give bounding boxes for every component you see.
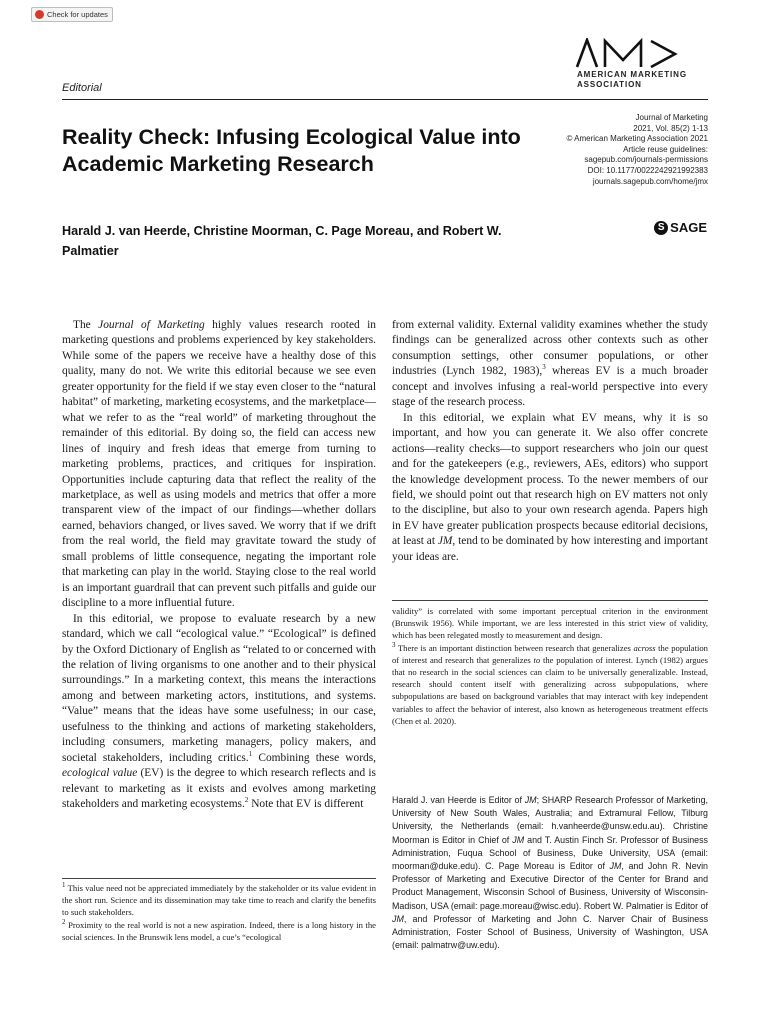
author-list: Harald J. van Heerde, Christine Moorman, C. Page Moreau, and Robert W. Palmatier (62, 224, 502, 258)
author-bios: Harald J. van Heerde is Editor of JM; SHARP Research Professor of Marketing, University of New South Wales, Australia; and Extramural Fellow, Tilburg University, the Netherlands (email: h.vanheerde@unsw.edu.au). Christine Moorman is Editor in Chief of JM and T. Austin Finch Sr. Professor of Business Administration, Fuqua School of Business, Duke University, USA (email: moorman@duke.edu). C. Page Moreau is Editor of JM, and John R. Nevin Professor of Marketing and Executive Director of the Center for Brand and Product Management, Wisconsin School of Business, University of Wisconsin-Madison, USA (email: page.moreau@wisc.edu). Robert W. Palmatier is Editor of JM, and Professor of Marketing and John C. Narver Chair of Business Administration, Foster School of Business, University of Washington, USA (email: palmatrw@uw.edu). (392, 795, 708, 951)
paragraph: from external validity. External validity examines whether the study findings can be generalized across other contexts such as other consumption settings, other consumer populations, or other industries (Lynch 1982, 1983),$^3$ whereas EV is a much broader concept and involves infusing a real-world perspective into every stage of the research process. (392, 319, 709, 409)
ama-logo-text (577, 70, 707, 90)
journal-info (566, 113, 708, 187)
footnote-ref[interactable]: 3 (542, 363, 546, 372)
footnote: $^2$ Proximity to the real world is not a new aspiration. Indeed, there is a long history in the social sciences. In the Brunswik lens model, a cue’s “ecological (62, 917, 376, 942)
jm-italic: JM (437, 535, 453, 548)
permissions-link[interactable]: sagepub.com/journals-permissions (584, 155, 708, 165)
article-title: Reality Check: Infusing Ecological Value into Academic Marketing Research (62, 125, 521, 176)
reuse-label: Article reuse guidelines: (623, 144, 708, 154)
journal-volume: 2021, Vol. 85(2) 1-13 (633, 123, 708, 133)
logo-line1: AMERICAN MARKETING (577, 70, 687, 79)
footnote: $^3$ There is an important distinction between research that generalizes across the population of interest and research that generalizes to the population of interest. Lynch (1982) argues that no research in the social sciences can claim to be universally generalizable. Instead, research should content itself with generalizing across subpopulations, where subpopulations are based on background variables that may interact with key independent variables to affect the behavior of interest, also known as heterogeneous treatment effects (Chen et al. 2020). (392, 640, 708, 726)
sage-label: SAGE (670, 220, 707, 235)
footnotes-right (392, 605, 708, 727)
journal-name: Journal of Marketing (635, 113, 708, 122)
body-column-right (392, 318, 708, 565)
footnote-ref[interactable]: 2 (244, 796, 249, 805)
header-divider (62, 99, 708, 100)
update-icon (35, 10, 44, 19)
paragraph: In this editorial, we explain what EV means, why it is so important, and how you can generate it. We also offer concrete actions—reality checks—to support researchers who join our quest and for the gatekeepers (e.g., reviewers, AEs, editors) who support the knowledge development process. To the newer members of our field, we should point out that research high on EV matters not only to the discipline, but also to your own research agenda. Papers high in EV have greater publication prospects because editorial decisions, at least at JM, tend to be dominated by how interesting and important your ideas are. (392, 411, 709, 563)
paragraph: The Journal of Marketing highly values research rooted in marketing questions and problems experienced by key stakeholders. While some of the papers we receive have a healthy dose of this quality, many do not. We write this editorial because we see even greater opportunity for the field if we stay even closer to the “natural habitat” of marketing, marketing ecosystems, and the marketplace—what we refer to as the “real world” of marketing throughout the remainder of this editorial. By doing so, the field can access new lines of inquiry and fresh ideas that emerge from turning to marketing problems, practices, and critiques for inspiration. Opportunities include capturing data that reflect the reality of the marketplace, as well as using models and metrics that offer a more transparent view of the impact of our findings—whether dollars earned, behaviors changed, or lives saved. We worry that if we drift from the real world, the field may gravitate toward the study of small problems of little consequence, negating the important role that marketing can play in the world. Staying close to the real world is an important guardrail that can prevent such pitfalls and guide our discipline to a more influential future. (62, 319, 376, 610)
footnote: $^1$ This value need not be appreciated immediately by the stakeholder or its value evident in the short run. Science and its dissemination may take time to reach and clarify the benefits to such stakeholders. (62, 881, 376, 918)
footnotes-left (62, 882, 376, 943)
section-label: Editorial (62, 82, 102, 94)
journal-name-italic: Journal of Marketing (98, 319, 205, 331)
paragraph: In this editorial, we propose to evaluate research by a new standard, which we call “ecological value.” “Ecological” is defined by the Oxford Dictionary of English as “related to or concerned with the relation of living organisms to one another and to their physical surroundings.” In a marketing context, this means the interactions among and between marketing actors, institutions, and systems. “Value” means that the ideas have some usefulness; in our case, usefulness to the thinking and actions of marketing stakeholders, including consumers, marketing managers, policy makers, and societal stakeholders, including critics.$^1$ Combining these words, ecological value (EV) is the degree to which research reflects and is relevant to marketing as it exists and evolves among marketing stakeholders and marketing ecosystems.$^2$ Note that EV is different (62, 612, 377, 811)
ama-logo-icon (575, 38, 705, 68)
footnote-ref[interactable]: 1 (248, 749, 253, 758)
check-for-updates-button[interactable] (31, 7, 113, 22)
doi[interactable]: DOI: 10.1177/0022242921992383 (587, 165, 708, 175)
logo-line2: ASSOCIATION (577, 80, 642, 89)
body-column-left (62, 318, 376, 813)
sage-logo (654, 220, 707, 235)
footnote-divider (392, 600, 708, 601)
copyright: © American Marketing Association 2021 (566, 134, 708, 144)
footnote-divider (62, 878, 376, 879)
journal-home-link[interactable]: journals.sagepub.com/home/jmx (592, 176, 708, 186)
sage-icon: S (654, 221, 668, 235)
check-for-updates-label: Check for updates (47, 10, 108, 19)
term-italic: ecological value (62, 767, 138, 780)
footnote-continued: validity” is correlated with some important perceptual criterion in the environment (Brunswik 1956). While important, we are less interested in this strict view of validity, which has been relegated mostly to measurement and design. (392, 606, 708, 641)
